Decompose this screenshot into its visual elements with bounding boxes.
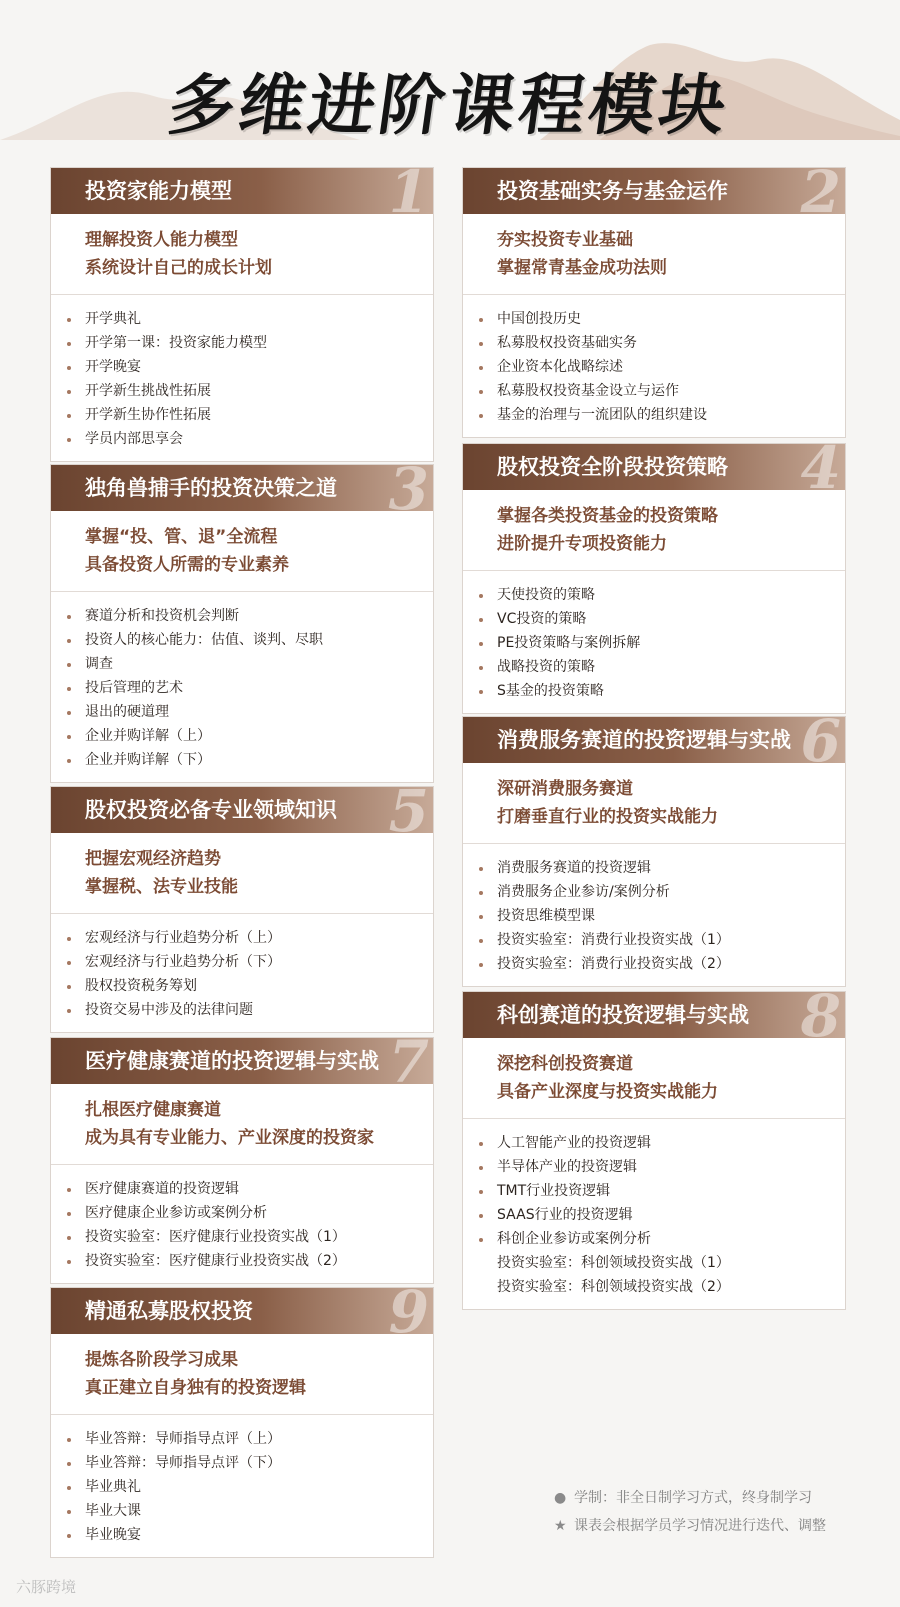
bullet-icon [67, 318, 71, 322]
bullet-icon [479, 666, 483, 670]
bullet-icon [67, 759, 71, 763]
module-goals [51, 214, 433, 295]
hero-banner [0, 0, 900, 160]
bullet-icon [479, 915, 483, 919]
module-header [463, 168, 845, 214]
course-item: 开学新生挑战性拓展 [65, 379, 433, 403]
course-item: 宏观经济与行业趋势分析（上） [65, 926, 433, 950]
course-item: 开学晚宴 [65, 355, 433, 379]
module-title: 股权投资必备专业领域知识 [85, 798, 337, 822]
goal-line: 把握宏观经济趋势 [85, 849, 221, 869]
bullet-icon [479, 1214, 483, 1218]
course-item: 投资人的核心能力：估值、谈判、尽职 [65, 628, 433, 652]
module-number: 9 [388, 1288, 429, 1334]
bullet-icon [479, 642, 483, 646]
course-item: 科创企业参访或案例分析 [477, 1227, 845, 1251]
module-number: 6 [800, 717, 841, 763]
module-title: 股权投资全阶段投资策略 [497, 455, 728, 479]
module-header [51, 1038, 433, 1084]
module-title: 消费服务赛道的投资逻辑与实战 [497, 728, 791, 752]
bullet-icon [479, 690, 483, 694]
course-item: 投资思维模型课 [477, 904, 845, 928]
course-item: VC投资的策略 [477, 607, 845, 631]
course-item: 投后管理的艺术 [65, 676, 433, 700]
bullet-icon [67, 663, 71, 667]
goal-line: 掌握各类投资基金的投资策略 [497, 506, 718, 526]
bullet-icon [67, 1438, 71, 1442]
course-item: 赛道分析和投资机会判断 [65, 604, 433, 628]
module-number: 2 [800, 168, 841, 214]
course-item: 人工智能产业的投资逻辑 [477, 1131, 845, 1155]
module-number: 3 [388, 465, 429, 511]
module-number: 5 [388, 787, 429, 833]
course-item: SAAS行业的投资逻辑 [477, 1203, 845, 1227]
course-item: 医疗健康赛道的投资逻辑 [65, 1177, 433, 1201]
bullet-icon [67, 687, 71, 691]
module-title: 投资家能力模型 [85, 179, 232, 203]
module-goals [51, 833, 433, 914]
course-item: 消费服务赛道的投资逻辑 [477, 856, 845, 880]
course-item: 企业资本化战略综述 [477, 355, 845, 379]
course-item: 私募股权投资基金设立与运作 [477, 379, 845, 403]
module-card-5 [50, 786, 434, 1033]
goal-line: 掌握“投、管、退”全流程 [85, 527, 278, 547]
module-card-3 [50, 464, 434, 783]
bullet-icon [67, 342, 71, 346]
bullet-icon [67, 1260, 71, 1264]
bullet-icon [67, 615, 71, 619]
course-item: 宏观经济与行业趋势分析（下） [65, 950, 433, 974]
bullet-icon [67, 1486, 71, 1490]
bullet-icon [67, 414, 71, 418]
module-number: 8 [800, 992, 841, 1038]
module-goals [51, 1084, 433, 1165]
goal-line: 深研消费服务赛道 [497, 779, 633, 799]
watermark: 六豚跨境 [16, 1578, 77, 1596]
bullet-icon [479, 891, 483, 895]
dot-icon: ● [554, 1490, 567, 1506]
course-item: 学员内部思享会 [65, 427, 433, 451]
goal-line: 扎根医疗健康赛道 [85, 1100, 221, 1120]
course-item: 投资实验室：科创领域投资实战（2） [497, 1279, 730, 1295]
course-list [463, 1119, 845, 1309]
module-header [463, 717, 845, 763]
module-header [463, 444, 845, 490]
course-list [463, 295, 845, 437]
module-header [463, 992, 845, 1038]
goal-line: 理解投资人能力模型 [85, 230, 238, 250]
module-goals [463, 490, 845, 571]
course-item: 毕业大课 [65, 1499, 433, 1523]
module-number: 7 [388, 1038, 429, 1084]
course-item: 企业并购详解（上） [65, 724, 433, 748]
module-goals [463, 763, 845, 844]
footer-notes [554, 1484, 826, 1540]
goal-line: 成为具有专业能力、产业深度的投资家 [85, 1128, 374, 1148]
goal-line: 掌握税、法专业技能 [85, 877, 238, 897]
course-item: 基金的治理与一流团队的组织建设 [477, 403, 845, 427]
goal-line: 夯实投资专业基础 [497, 230, 633, 250]
goal-line: 进阶提升专项投资能力 [497, 534, 667, 554]
module-card-4 [462, 443, 846, 714]
module-header [51, 465, 433, 511]
course-item: S基金的投资策略 [477, 679, 845, 703]
bullet-icon [67, 1462, 71, 1466]
course-item: 医疗健康企业参访或案例分析 [65, 1201, 433, 1225]
bullet-icon [479, 963, 483, 967]
bullet-icon [479, 342, 483, 346]
bullet-icon [67, 390, 71, 394]
course-item: 毕业答辩：导师指导点评（上） [65, 1427, 433, 1451]
course-item: 毕业典礼 [65, 1475, 433, 1499]
course-list [51, 295, 433, 461]
course-item: 私募股权投资基础实务 [477, 331, 845, 355]
bullet-icon [479, 867, 483, 871]
bullet-icon [67, 961, 71, 965]
course-item: 天使投资的策略 [477, 583, 845, 607]
course-item: 毕业晚宴 [65, 1523, 433, 1547]
module-title: 独角兽捕手的投资决策之道 [85, 476, 337, 500]
goal-line: 系统设计自己的成长计划 [85, 258, 272, 278]
course-list [51, 592, 433, 782]
course-list [51, 1415, 433, 1557]
goal-line: 真正建立自身独有的投资逻辑 [85, 1378, 306, 1398]
module-goals [51, 1334, 433, 1415]
course-item: 投资交易中涉及的法律问题 [65, 998, 433, 1022]
goal-line: 提炼各阶段学习成果 [85, 1350, 238, 1370]
goal-line: 深挖科创投资赛道 [497, 1054, 633, 1074]
course-item: 投资实验室：消费行业投资实战（2） [477, 952, 845, 976]
course-item: 调查 [65, 652, 433, 676]
bullet-icon [479, 366, 483, 370]
course-item: 开学新生协作性拓展 [65, 403, 433, 427]
bullet-icon [479, 1190, 483, 1194]
bullet-icon [67, 366, 71, 370]
bullet-icon [479, 1238, 483, 1242]
course-item: 中国创投历史 [477, 307, 845, 331]
course-item: 战略投资的策略 [477, 655, 845, 679]
module-header [51, 168, 433, 214]
bullet-icon [67, 1188, 71, 1192]
course-list [51, 1165, 433, 1283]
bullet-icon [479, 318, 483, 322]
module-number: 1 [388, 168, 429, 214]
course-item: 投资实验室：医疗健康行业投资实战（1） [65, 1225, 433, 1249]
bullet-icon [479, 939, 483, 943]
module-title: 科创赛道的投资逻辑与实战 [497, 1003, 749, 1027]
course-item: 毕业答辩：导师指导点评（下） [65, 1451, 433, 1475]
module-goals [463, 1038, 845, 1119]
bullet-icon [479, 594, 483, 598]
goal-line: 掌握常青基金成功法则 [497, 258, 667, 278]
course-item: 消费服务企业参访/案例分析 [477, 880, 845, 904]
module-goals [463, 214, 845, 295]
course-item: 投资实验室：医疗健康行业投资实战（2） [65, 1249, 433, 1273]
course-item: 投资实验室：科创领域投资实战（1） [497, 1255, 730, 1271]
bullet-icon [67, 639, 71, 643]
course-list [51, 914, 433, 1032]
module-number: 4 [800, 444, 841, 490]
course-item: TMT行业投资逻辑 [477, 1179, 845, 1203]
module-card-8 [462, 991, 846, 1310]
note-line: ★ 课表会根据学员学习情况进行迭代、调整 [554, 1512, 826, 1540]
module-card-7 [50, 1037, 434, 1284]
course-item: 开学第一课：投资家能力模型 [65, 331, 433, 355]
module-card-6 [462, 716, 846, 987]
module-title: 投资基础实务与基金运作 [497, 179, 728, 203]
bullet-icon [479, 390, 483, 394]
module-title: 精通私募股权投资 [85, 1299, 253, 1323]
bullet-icon [67, 985, 71, 989]
course-item: 投资实验室：消费行业投资实战（1） [477, 928, 845, 952]
bullet-icon [479, 414, 483, 418]
module-header [51, 1288, 433, 1334]
bullet-icon [479, 1142, 483, 1146]
module-header [51, 787, 433, 833]
course-list [463, 844, 845, 986]
course-item: 退出的硬道理 [65, 700, 433, 724]
course-item: 开学典礼 [65, 307, 433, 331]
bullet-icon [67, 937, 71, 941]
module-card-2 [462, 167, 846, 438]
course-list [463, 571, 845, 713]
bullet-icon [67, 1510, 71, 1514]
bullet-icon [479, 1166, 483, 1170]
course-item: 股权投资税务筹划 [65, 974, 433, 998]
module-card-9 [50, 1287, 434, 1558]
bullet-icon [67, 438, 71, 442]
bullet-icon [479, 618, 483, 622]
bullet-icon [67, 735, 71, 739]
module-goals [51, 511, 433, 592]
bullet-icon [67, 1534, 71, 1538]
module-title: 医疗健康赛道的投资逻辑与实战 [85, 1049, 379, 1073]
module-card-1 [50, 167, 434, 462]
bullet-icon [67, 711, 71, 715]
page-title: 多维进阶课程模块 [163, 66, 735, 144]
course-item: 企业并购详解（下） [65, 748, 433, 772]
course-item: PE投资策略与案例拆解 [477, 631, 845, 655]
goal-line: 具备投资人所需的专业素养 [85, 555, 289, 575]
course-item: 半导体产业的投资逻辑 [477, 1155, 845, 1179]
goal-line: 打磨垂直行业的投资实战能力 [497, 807, 718, 827]
bullet-icon [67, 1212, 71, 1216]
star-icon: ★ [554, 1518, 567, 1534]
goal-line: 具备产业深度与投资实战能力 [497, 1082, 718, 1102]
bullet-icon [67, 1009, 71, 1013]
bullet-icon [67, 1236, 71, 1240]
note-line: ● 学制：非全日制学习方式，终身制学习 [554, 1484, 826, 1512]
